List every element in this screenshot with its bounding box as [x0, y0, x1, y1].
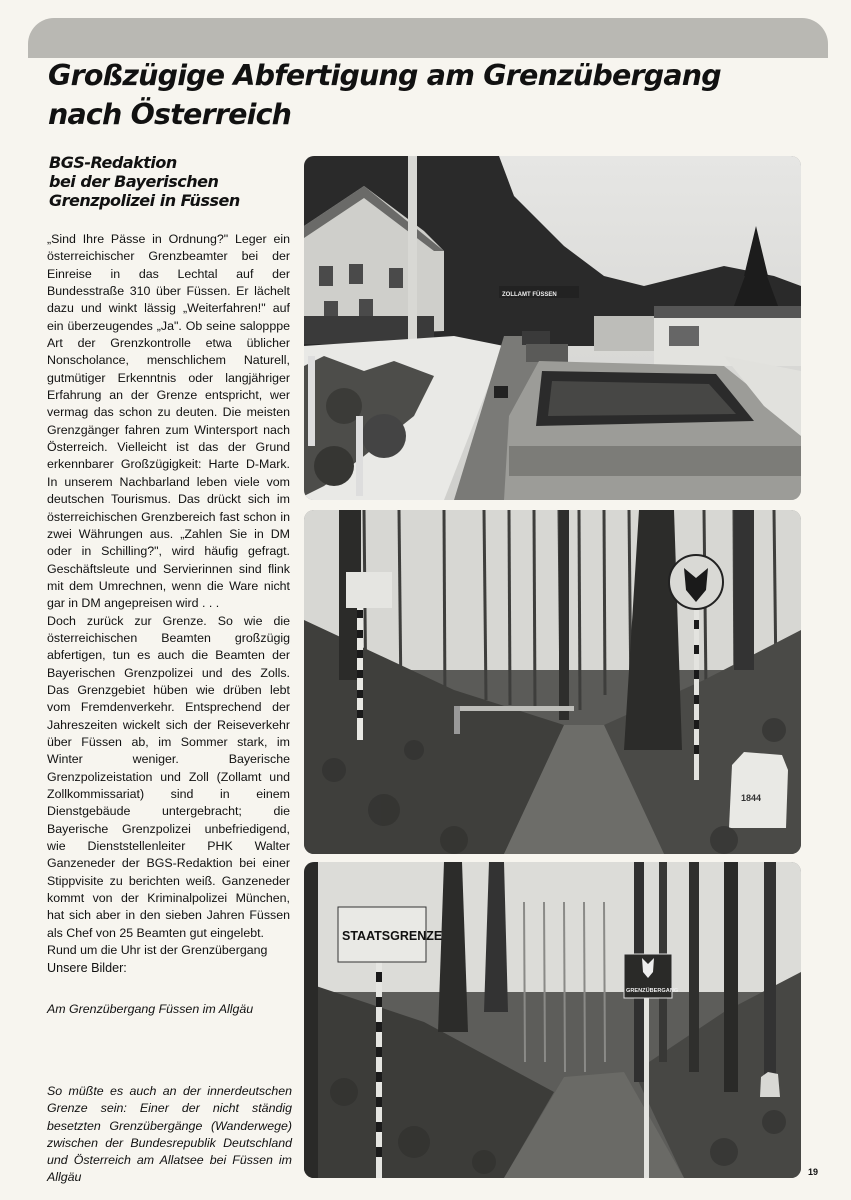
- page-number: 19: [808, 1167, 819, 1177]
- title-line-1: Großzügige Abfertigung am Grenzübergang: [48, 59, 721, 92]
- article-subtitle: [49, 153, 299, 210]
- title-line-2: nach Österreich: [48, 98, 292, 131]
- photo3-right-sign-text: GRENZÜBERGANG: [626, 988, 679, 994]
- subtitle-line-3: Grenzpolizei in Füssen: [49, 191, 240, 210]
- article-paragraph-2: Doch zurück zur Grenze. So wie die österreichischen Beamten großzügig abfertigen, tun es auch die Beamten der Bayerischen Grenzpolizei und des Zolls. Das Grenzgebiet hüben wie drüben lebt vom Fremdenverkehr. Entsprechend der Jahreszeiten wickelt sich der Reiseverkehr über Füssen ab, im Sommer stark, im Winter weniger. Bayerische Grenzpolizeistation und Zoll (Zollamt und Zollkommissariat) sind in einem Dienstgebäude untergebracht; die Bayerische Grenzpolizei unbefriedigend, wie Dienststellenleiter PHK Walter Ganzeneder der BGS-Redaktion bei einer Stippvisite zu berichten weiß. Ganzeneder kommt von der Kriminalpolizei München, hat sich aber in den sieben Jahren Füssen als Chef von 25 Beamten gut eingelebt.: [47, 613, 290, 940]
- page-title: [48, 56, 788, 134]
- photo-staatsgrenze-sign: [304, 862, 801, 1178]
- captions-heading: Unsere Bilder:: [47, 961, 127, 975]
- photo2-stone-text: 1844: [741, 793, 762, 803]
- subtitle-line-1: BGS-Redaktion: [49, 153, 177, 172]
- photo1-sign-text: ZOLLAMT FÜSSEN: [502, 292, 557, 298]
- caption-photos-2-3: So müßte es auch an der innerdeutschen Grenze sein: Einer der nicht ständig besetzten Grenzübergänge (Wanderwege) zwischen der Bundesrepublik Deutschland und Österreich am Allatsee bei Füssen im Allgäu: [47, 1084, 292, 1185]
- article-paragraph-3: Rund um die Uhr ist der Grenzübergang: [47, 943, 268, 958]
- photo-border-crossing: [304, 156, 801, 500]
- article-body: [47, 231, 290, 959]
- article-paragraph-1: „Sind Ihre Pässe in Ordnung?" Leger ein österreichischer Grenzbeamter bei der Einreise in das Lechtal auf der Bundesstraße 310 über Füssen. Er lächelt dazu und winkt lässig „Weiterfahren!" auf ein überzeugendes „Ja". Ob seine salopppe Art der Grenzkontrolle etwa üblicher Nonscholance, menschlichem Naturell, gutmütiger Erkenntnis oder langjähriger Erfahrung an der Grenze entspricht, wer vermag das schon zu deuten. Die meisten Grenzgänger fahren zum Wintersport nach Österreich. Vielleicht ist das der Grund erkennbarer Großzügigkeit: Harte D-Mark. In unserem Nachbarland leben viele vom deutschen Tourismus. Das drückt sich im österreichischen Grenzbereich fast schon in zwei Währungen aus. „Zahlen Sie in DM oder in Schilling?", wird häufig gefragt. Geschäftsleute und Servierinnen sind flink mit dem Umrechnen, wenn die Ware nicht gar in DM angepreisen wird . . .: [47, 232, 290, 611]
- photo-forest-border-crossing: [304, 510, 801, 854]
- photo3-left-sign-text: STAATSGRENZE: [342, 929, 443, 943]
- subtitle-line-2: bei der Bayerischen: [49, 172, 219, 191]
- header-band: [28, 18, 828, 58]
- caption-photo-1: Am Grenzübergang Füssen im Allgäu: [47, 1002, 254, 1016]
